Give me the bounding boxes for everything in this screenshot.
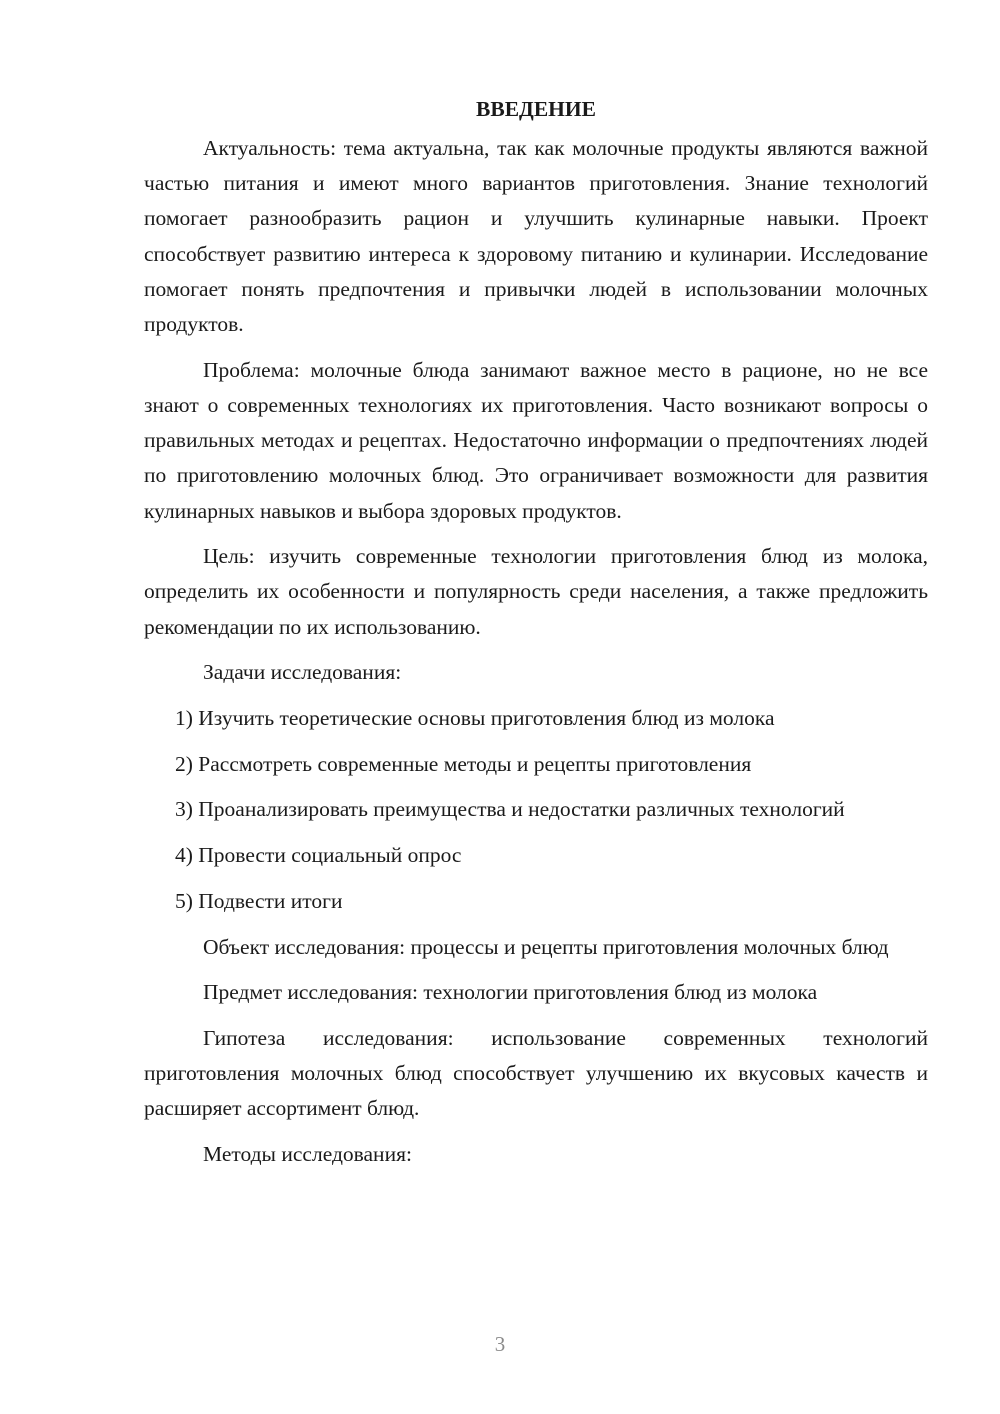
document-page	[144, 92, 928, 1183]
paragraph-relevance: Актуальность: тема актуальна, так как молочные продукты являются важной частью питания и имеют много вариантов приготовления. Знание технологий помогает разнообразить рацион и улучшить кулинарные навыки. Проект способствует развитию интереса к здоровому питанию и кулинарии. Исследование помогает понять предпочтения и привычки людей в использовании молочных продуктов.	[144, 136, 928, 337]
task-item-4: 4) Провести социальный опрос	[175, 843, 462, 868]
paragraph-subject: Предмет исследования: технологии приготовления блюд из молока	[203, 980, 818, 1005]
paragraph-object: Объект исследования: процессы и рецепты приготовления молочных блюд	[203, 934, 889, 959]
paragraph-tasks-title: Задачи исследования:	[203, 660, 402, 685]
task-item-2: 2) Рассмотреть современные методы и рецепты приготовления	[175, 751, 752, 776]
paragraph-hypothesis: Гипотеза исследования: использование современных технологий приготовления молочных блюд способствует улучшению их вкусовых качеств и расширяет ассортимент блюд.	[144, 1025, 928, 1121]
task-item-5: 5) Подвести итоги	[175, 888, 343, 913]
task-item-3: 3) Проанализировать преимущества и недостатки различных технологий	[175, 797, 845, 822]
paragraph-methods-title: Методы исследования:	[203, 1142, 412, 1167]
page-number: 3	[494, 1332, 506, 1356]
section-heading: ВВЕДЕНИЕ	[476, 97, 596, 121]
task-item-1: 1) Изучить теоретические основы приготовления блюд из молока	[175, 706, 775, 731]
paragraph-problem: Проблема: молочные блюда занимают важное место в рационе, но не все знают о современных технологиях их приготовления. Часто возникают вопросы о правильных методах и рецептах. Недостаточно информации о предпочтениях людей по приготовлению молочных блюд. Это ограничивает возможности для развития кулинарных навыков и выбора здоровых продуктов.	[144, 357, 928, 523]
paragraph-goal: Цель: изучить современные технологии приготовления блюд из молока, определить их особенности и популярность среди населения, а также предложить рекомендации по их использованию.	[144, 544, 928, 639]
